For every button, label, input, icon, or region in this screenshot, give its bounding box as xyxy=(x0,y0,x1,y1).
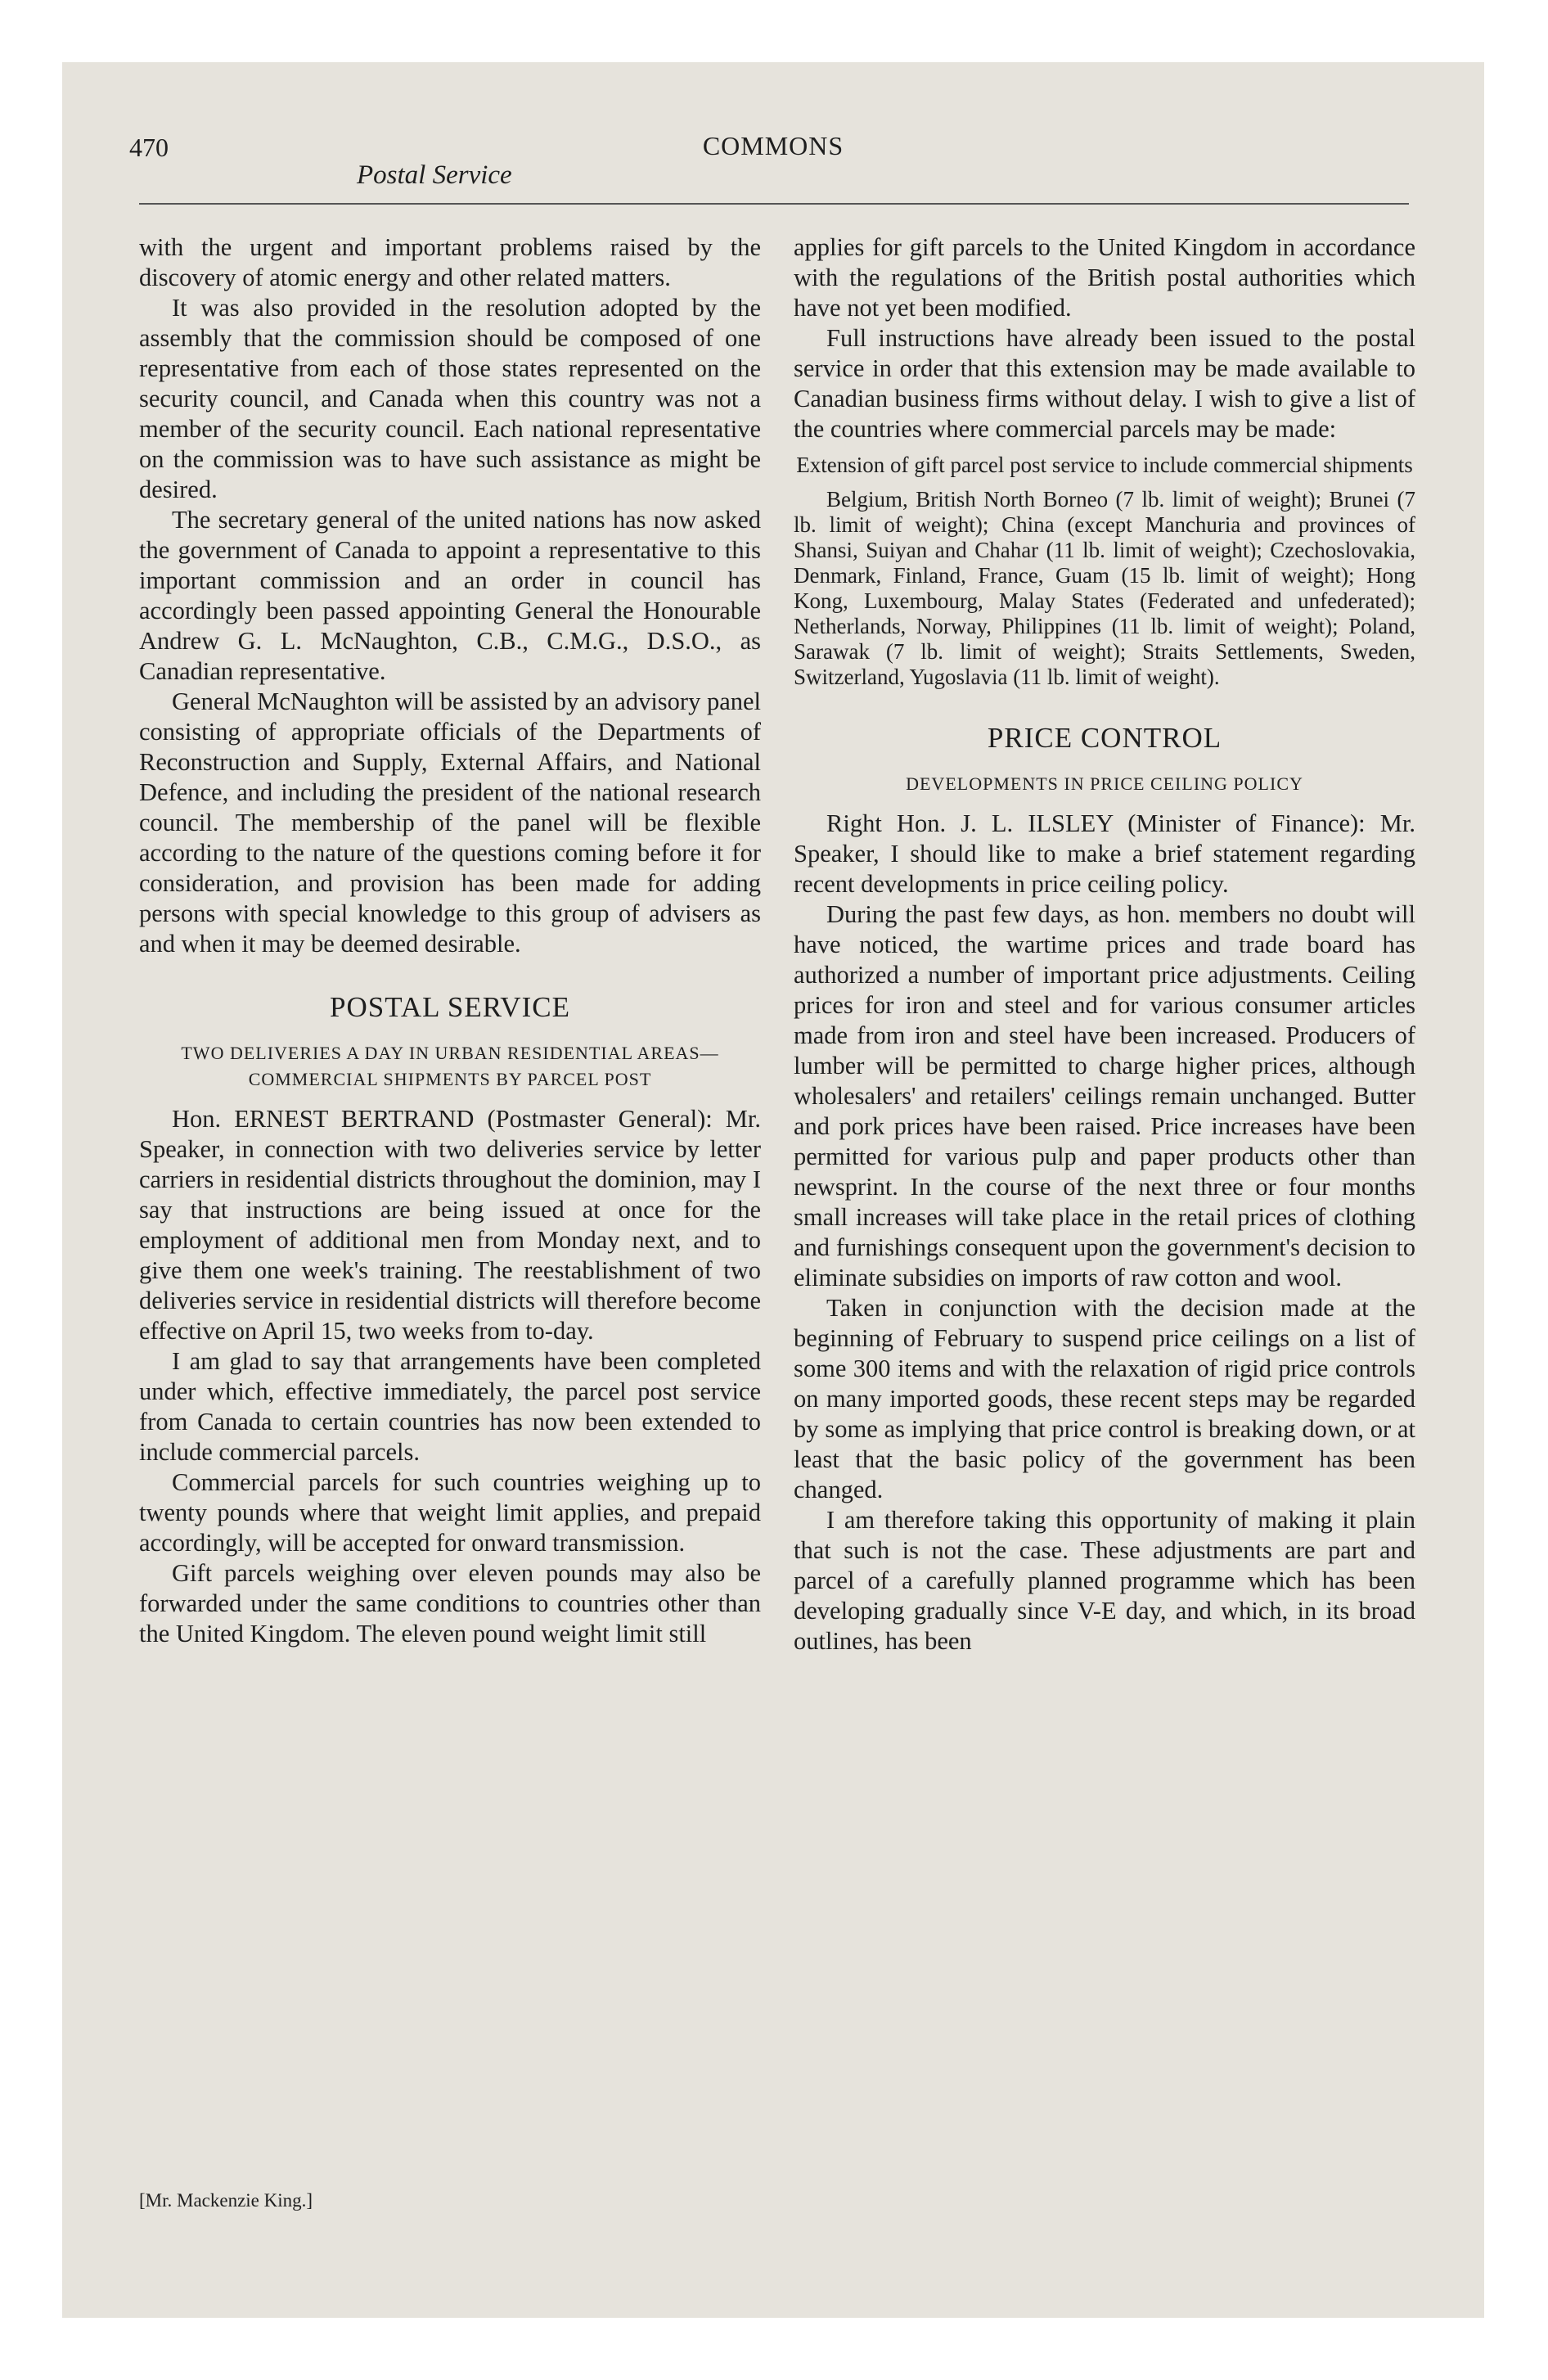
paragraph: Full instructions have already been issued to the postal service in order that this extension may be made available to Canadian business firms without delay. I wish to give a list of the countries where commercial parcels may be made: xyxy=(794,324,1415,443)
price-control-heading: PRICE CONTROL xyxy=(987,722,1222,754)
paragraph: Gift parcels weighing over eleven pounds may also be forwarded under the same conditions to countries other than the United Kingdom. The eleven pound weight limit still xyxy=(139,1559,761,1648)
header-rule xyxy=(139,203,1409,205)
paragraph: During the past few days, as hon. members no doubt will have noticed, the wartime prices and trade board has authorized a number of important price adjustments. Ceiling prices for iron and steel and for various consumer articles made from iron and steel have been increased. Producers of lumber will be permitted to charge higher prices, although wholesalers' and retailers' ceilings remain unchanged. Butter and pork prices have been raised. Price increases have been permitted for various pulp and paper products other than newsprint. In the course of the next three or four months small increases will take place in the retail prices of clothing and furnishings consequent upon the government's decision to eliminate subsidies on imports of raw cotton and wool. xyxy=(794,900,1415,1291)
running-header xyxy=(62,62,1484,210)
paragraph: Taken in conjunction with the decision made at the beginning of February to suspend price ceilings on a list of some 300 items and with the relaxation of rigid price controls on many imported goods, these recent steps may be regarded by some as implying that price control is breaking down, or at least that the basic policy of the government has been changed. xyxy=(794,1294,1415,1503)
page-number: 470 xyxy=(129,133,169,162)
page xyxy=(62,62,1484,2318)
paragraph: Right Hon. J. L. ILSLEY (Minister of Finance): Mr. Speaker, I should like to make a brief statement regarding recent developments in price ceiling policy. xyxy=(794,809,1415,898)
footer-speaker: [Mr. Mackenzie King.] xyxy=(139,2190,313,2211)
section-title: Postal Service xyxy=(357,160,512,190)
country-list: Belgium, British North Borneo (7 lb. limit of weight); Brunei (7 lb. limit of weight); China (except Manchuria and provinces of Shansi, Suiyan and Chahar (11 lb. limit of weight); Czechoslovakia, Denmark, Finland, France, Guam (15 lb. limit of weight); Hong Kong, Luxembourg, Malay States (Federated and unfederated); Netherlands, Norway, Philippines (11 lb. limit of weight); Poland, Sarawak (7 lb. limit of weight); Straits Settlements, Sweden, Switzerland, Yugoslavia (11 lb. limit of weight). xyxy=(794,487,1415,689)
postal-service-heading: POSTAL SERVICE xyxy=(330,991,570,1023)
paragraph: Commercial parcels for such countries weighing up to twenty pounds where that weight limit applies, and prepaid accordingly, will be accepted for onward transmission. xyxy=(139,1468,761,1557)
house-label: COMMONS xyxy=(702,131,844,160)
postal-service-subheading: TWO DELIVERIES A DAY IN URBAN RESIDENTIAL AREAS—COMMERCIAL SHIPMENTS BY PARCEL POST xyxy=(181,1043,719,1089)
price-control-subheading: DEVELOPMENTS IN PRICE CEILING POLICY xyxy=(906,773,1303,794)
paragraph: with the urgent and important problems raised by the discovery of atomic energy and other related matters. xyxy=(139,233,761,291)
paragraph: General McNaughton will be assisted by an advisory panel consisting of appropriate officials of the Departments of Reconstruction and Supply, External Affairs, and National Defence, and including the president of the national research council. The membership of the panel will be flexible according to the nature of the questions coming before it for consideration, and provision has been made for adding persons with special knowledge to this group of advisers as and when it may be deemed desirable. xyxy=(139,687,761,958)
paragraph: It was also provided in the resolution adopted by the assembly that the commission should be composed of one representative from each of those states represented on the security council, and Canada when this country was not a member of the security council. Each national representative on the commission was to have such assistance as might be desired. xyxy=(139,294,761,503)
country-list-heading: Extension of gift parcel post service to include commercial shipments xyxy=(796,453,1413,477)
paragraph: I am glad to say that arrangements have been completed under which, effective immediately, the parcel post service from Canada to certain countries has now been extended to include commercial parcels. xyxy=(139,1347,761,1466)
right-column xyxy=(794,232,1415,1657)
paragraph: applies for gift parcels to the United Kingdom in accordance with the regulations of the British postal authorities which have not yet been modified. xyxy=(794,233,1415,322)
paragraph: The secretary general of the united nations has now asked the government of Canada to appoint a representative to this important commission and an order in council has accordingly been passed appointing General the Honourable Andrew G. L. McNaughton, C.B., C.M.G., D.S.O., as Canadian representative. xyxy=(139,506,761,685)
paragraph: I am therefore taking this opportunity of making it plain that such is not the case. These adjustments are part and parcel of a carefully planned programme which has been developing gradually since V-E day, and which, in its broad outlines, has been xyxy=(794,1506,1415,1655)
paragraph: Hon. ERNEST BERTRAND (Postmaster General): Mr. Speaker, in connection with two deliveries service by letter carriers in residential districts throughout the dominion, may I say that instructions are being issued at once for the employment of additional men from Monday next, and to give them one week's training. The reestablishment of two deliveries service in residential districts will therefore become effective on April 15, two weeks from to-day. xyxy=(139,1105,761,1345)
left-column xyxy=(139,232,761,1649)
